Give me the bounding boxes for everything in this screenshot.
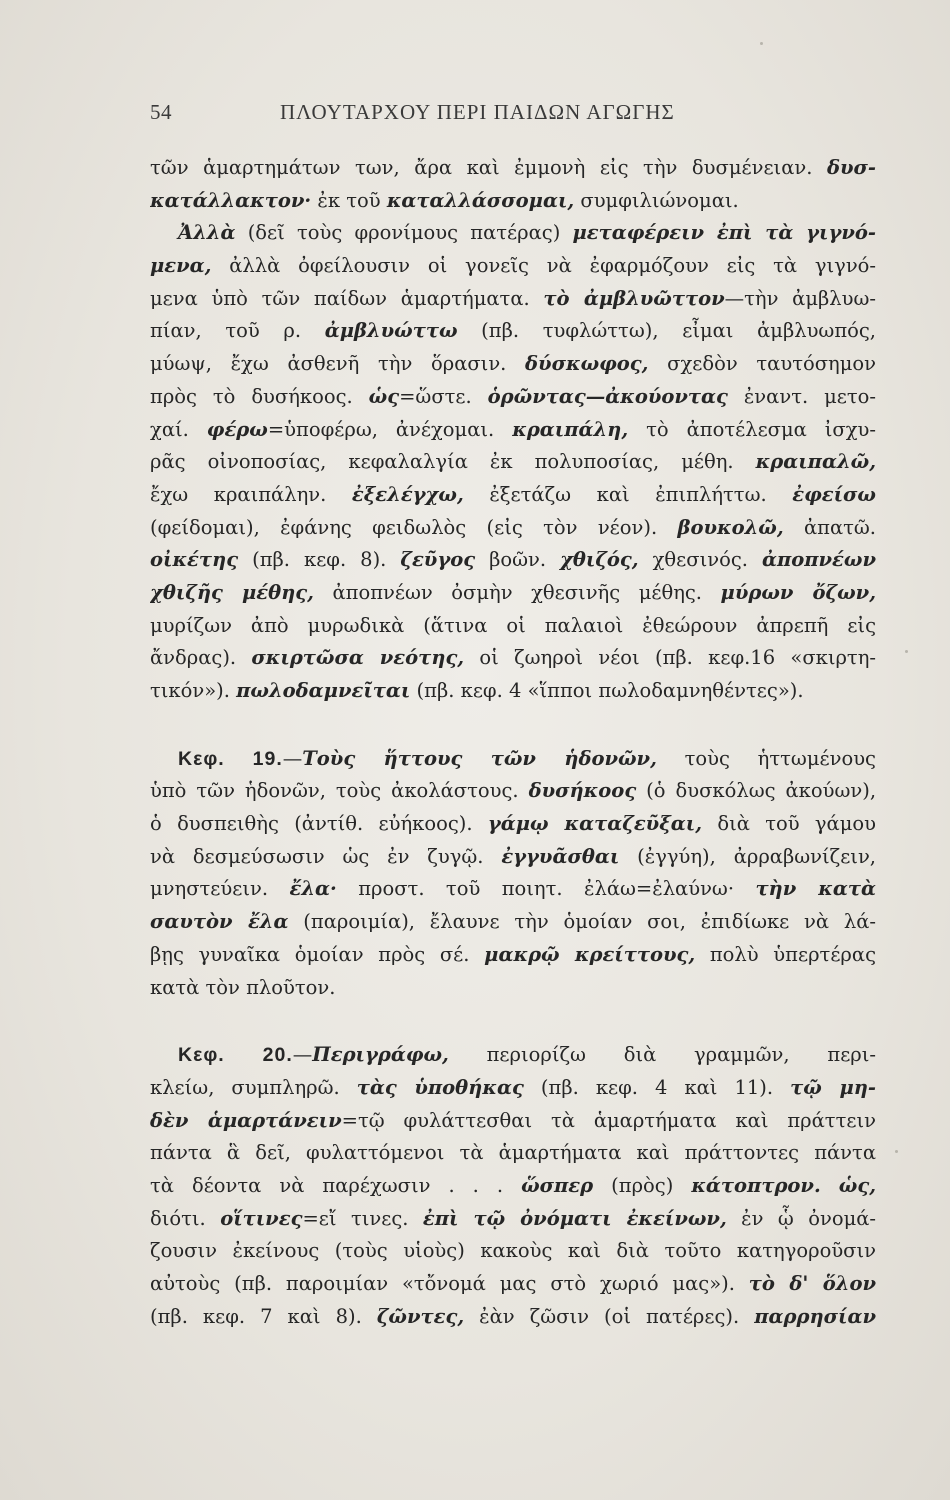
text-run: — — [292, 1043, 313, 1067]
paper-speck — [895, 1150, 898, 1153]
bold-term: Ἀλλὰ — [178, 221, 236, 245]
text-run: ζουσιν ἐκείνους (τοὺς υἱοὺς) κακοὺς καὶ διὰ τοῦτο κατηγοροῦσιν — [150, 1239, 876, 1263]
bold-term: καταλλάσσομαι, — [386, 188, 575, 212]
text-run: τὰ δέοντα νὰ παρέχωσιν . . . — [150, 1173, 522, 1197]
text-line — [150, 972, 876, 1005]
page-number: 54 — [150, 100, 172, 124]
running-title: ΠΛΟΥΤΑΡΧΟΥ ΠΕΡΙ ΠΑΙΔΩΝ ΑΓΩΓΗΣ — [280, 100, 675, 124]
text-run: μενα ὑπὸ τῶν παίδων ἁμαρτήματα. — [150, 286, 544, 310]
text-run: ἀποπνέων ὀσμὴν χθεσινῆς μέθης. — [313, 580, 721, 604]
bold-term: ὡς, — [838, 1173, 876, 1197]
text-run: =ὑποφέρω, ἀνέχομαι. — [267, 417, 513, 441]
text-line — [150, 315, 876, 348]
bold-term: Τοὺς ἥττους τῶν ἡδονῶν, — [302, 746, 657, 770]
text-run: ἐν ᾧ ὀνομά- — [726, 1206, 876, 1230]
text-run: (πβ. κεφ. 8). — [238, 548, 401, 572]
text-line — [150, 381, 876, 414]
page-body — [150, 152, 876, 1333]
text-run: πάντα ἃ δεῖ, φυλαττόμενοι τὰ ἁμαρτήματα καὶ πράττοντες πάντα — [150, 1141, 876, 1165]
bold-term: τὰς ὑποθήκας — [356, 1075, 524, 1099]
text-run: — — [282, 746, 303, 770]
bold-term: ζεῦγος — [400, 548, 476, 572]
text-line — [150, 1105, 876, 1138]
text-run: περιορίζω διὰ γραμμῶν, περι- — [448, 1043, 876, 1067]
text-run: κατὰ τὸν πλοῦτον. — [150, 975, 336, 999]
bold-term: ζῶντες, — [376, 1304, 465, 1328]
bold-term: ἔλα· — [289, 877, 337, 901]
text-line — [150, 775, 876, 808]
text-run: κλείω, συμπληρῶ. — [150, 1075, 357, 1099]
text-run: ἀλλὰ ὀφείλουσιν οἱ γονεῖς νὰ ἐφαρμόζουν εἰς τὰ γιγνό- — [211, 254, 876, 278]
text-run: (φείδομαι), ἐφάνης φειδωλὸς (εἰς τὸν νέον). — [150, 515, 678, 539]
bold-term: μεταφέρειν ἐπὶ τὰ γιγνό- — [572, 221, 876, 245]
text-line — [150, 642, 876, 675]
bold-term: Περιγράφω, — [312, 1043, 449, 1067]
text-line — [150, 873, 876, 906]
text-run: πίαν, τοῦ ρ. — [150, 319, 325, 343]
text-run: (πρὸς) — [593, 1173, 692, 1197]
text-line — [150, 1235, 876, 1268]
text-line — [150, 675, 876, 708]
bold-term: μύρων ὄζων, — [720, 580, 876, 604]
paragraph-gap — [150, 708, 876, 743]
text-line — [150, 250, 876, 283]
text-run: ἐξετάζω καὶ ἐπιπλήττω. — [463, 482, 793, 506]
bold-term: τὴν κατὰ — [755, 877, 876, 901]
text-line — [150, 1301, 876, 1334]
bold-term: ὥσπερ — [521, 1173, 594, 1197]
bold-term: κατάλλακτον· — [150, 188, 312, 212]
text-run: =ὥστε. — [399, 384, 488, 408]
text-line — [150, 1203, 876, 1236]
text-run: συμφιλιώνομαι. — [574, 188, 739, 212]
text-run: τὸ ἀποτέλεσμα ἰσχυ- — [628, 417, 876, 441]
text-run: =τῷ φυλάττεσθαι τὰ ἁμαρτήματα καὶ πράττειν — [341, 1108, 876, 1132]
text-line — [150, 479, 876, 512]
text-run: τικόν»). — [150, 679, 237, 702]
bold-term: χθιζῆς μέθης, — [150, 580, 314, 604]
text-run: σχεδὸν ταυτόσημον — [648, 352, 876, 376]
text-run: βῃς γυναῖκα ὁμοίαν πρὸς σέ. — [150, 942, 485, 966]
text-run: (πβ. τυφλώττω), εἶμαι ἀμβλυωπός, — [457, 319, 876, 343]
chapter-marker: Κεφ. 20. — [178, 1044, 293, 1067]
chapter-marker: Κεφ. 19. — [178, 747, 283, 770]
running-header — [150, 100, 880, 130]
bold-term: χθιζός, — [560, 548, 639, 572]
text-run: (πβ. κεφ. 7 καὶ 8). — [150, 1304, 377, 1328]
text-line — [150, 906, 876, 939]
bold-term: κραιπαλῶ, — [755, 450, 876, 474]
text-run: βοῶν. — [475, 548, 561, 572]
text-run: =εἴ τινες. — [302, 1206, 423, 1230]
text-line — [150, 283, 876, 316]
bold-term: οἰκέτης — [150, 548, 239, 572]
text-run: πρὸς τὸ δυσήκοος. — [150, 384, 369, 408]
bold-term: τὸ ἀμβλυῶττον — [543, 286, 725, 310]
text-run: (δεῖ τοὺς φρονίμους πατέρας) — [235, 221, 573, 245]
bold-term: γάμῳ καταζεῦξαι, — [487, 812, 702, 836]
text-run: μνηστεύειν. — [150, 877, 290, 901]
text-line — [150, 512, 876, 545]
text-run: ὁ δυσπειθὴς (ἀντίθ. εὐήκοος). — [150, 812, 488, 836]
bold-term: κραιπάλη, — [512, 417, 629, 441]
bold-term: κάτοπτρον. — [691, 1173, 821, 1197]
text-run: μύωψ, ἔχω ἀσθενῆ τὴν ὅρασιν. — [150, 352, 526, 376]
text-line — [150, 1170, 876, 1203]
bold-term: φέρω — [206, 417, 268, 441]
text-run: προστ. τοῦ ποιητ. ἐλάω=ἐλαύνω· — [336, 877, 756, 901]
text-run: ἐὰν ζῶσιν (οἱ πατέρες). — [464, 1304, 755, 1328]
text-line — [150, 577, 876, 610]
bold-term: μακρῷ κρείττους, — [484, 942, 696, 966]
text-run: οἱ ζωηροὶ νέοι (πβ. κεφ.16 «σκιρτη- — [464, 646, 876, 670]
text-run: νὰ δεσμεύσωσιν ὡς ἐν ζυγῷ. — [150, 844, 502, 868]
text-run: ἐναντ. μετο- — [727, 384, 876, 408]
text-run: αὐτοὺς (πβ. παροιμίαν «τὄνομά μας στὸ χωριό μας»). — [150, 1272, 749, 1295]
text-run: διότι. — [150, 1206, 221, 1230]
text-line — [150, 414, 876, 447]
bold-term: ὁρῶντας—ἀκούοντας — [487, 384, 728, 408]
text-run: (πβ. κεφ. 4 «ἵπποι πωλοδαμνηθέντες»). — [410, 679, 804, 702]
text-line — [150, 544, 876, 577]
bold-term: ἀμβλυώττω — [324, 319, 458, 343]
text-line — [150, 610, 876, 643]
paper-speck — [905, 650, 908, 653]
bold-term: δυσ- — [826, 156, 876, 179]
text-run: ὑπὸ τῶν ἡδονῶν, τοὺς ἀκολάστους. — [150, 779, 529, 803]
text-run: ρᾶς οἰνοποσίας, κεφαλαλγία ἐκ πολυποσίας, μέθη. — [150, 450, 756, 474]
bold-term: πωλοδαμνεῖται — [236, 679, 411, 702]
text-line — [150, 185, 876, 218]
paragraph-gap — [150, 1004, 876, 1039]
text-line — [150, 1268, 876, 1301]
text-run: τοὺς ἡττωμένους — [656, 746, 876, 770]
bold-term: τῷ μη- — [790, 1075, 876, 1099]
text-line — [150, 808, 876, 841]
text-run: ἀπατῶ. — [783, 515, 876, 539]
bold-term: τὸ δ' ὅλον — [748, 1272, 876, 1295]
bold-term: σαυτὸν ἔλα — [150, 910, 289, 934]
text-line — [150, 939, 876, 972]
text-run: χθεσινός. — [638, 548, 762, 572]
text-run: χαί. — [150, 417, 207, 441]
text-run: ἄνδρας). — [150, 646, 252, 670]
text-run: τῶν ἁμαρτημάτων των, ἄρα καὶ ἐμμονὴ εἰς τὴν δυσμένειαν. — [150, 156, 827, 179]
text-line — [150, 1137, 876, 1170]
text-line — [150, 348, 876, 381]
text-run — [821, 1174, 839, 1197]
text-line — [150, 152, 876, 185]
bold-term: παρρησίαν — [754, 1304, 876, 1328]
bold-term: βουκολῶ, — [677, 515, 784, 539]
bold-term: ἐξελέγχω, — [351, 482, 464, 506]
text-line — [150, 841, 876, 874]
text-run: πολὺ ὑπερτέρας — [695, 942, 876, 966]
text-line — [150, 446, 876, 479]
text-run: —τὴν ἀμβλυω- — [724, 286, 876, 310]
text-run: ἔχω κραιπάλην. — [150, 482, 352, 506]
bold-term: ὡς — [368, 384, 400, 408]
bold-term: σκιρτῶσα νεότης, — [251, 646, 465, 670]
bold-term: ἐγγυᾶσθαι — [501, 844, 620, 868]
text-line — [150, 1072, 876, 1105]
bold-term: ἐπὶ τῷ ὀνόματι ἐκείνων, — [422, 1206, 727, 1230]
text-line — [150, 743, 876, 776]
text-run: (παροιμία), ἔλαυνε τὴν ὁμοίαν σοι, ἐπιδίωκε νὰ λά- — [288, 910, 876, 934]
text-run: (ὁ δυσκόλως ἀκούων), — [636, 779, 876, 803]
text-run: ἐκ τοῦ — [311, 188, 387, 212]
bold-term: δὲν ἁμαρτάνειν — [150, 1108, 342, 1132]
bold-term: δυσήκοος — [528, 779, 637, 803]
text-run: (ἐγγύη), ἀρραβωνίζειν, — [619, 844, 876, 868]
paper-speck — [760, 42, 763, 45]
text-run: διὰ τοῦ γάμου — [702, 812, 876, 836]
bold-term: ἀποπνέων — [761, 548, 876, 572]
bold-term: μενα, — [150, 254, 212, 278]
text-run: (πβ. κεφ. 4 καὶ 11). — [523, 1075, 791, 1099]
text-line — [150, 217, 876, 250]
text-run: μυρίζων ἀπὸ μυρωδικὰ (ἅτινα οἱ παλαιοὶ ἐθεώρουν ἀπρεπῆ εἰς — [150, 613, 876, 637]
text-line — [150, 1039, 876, 1072]
bold-term: ἐφείσω — [792, 482, 876, 506]
bold-term: δύσκωφος, — [525, 352, 649, 376]
bold-term: οἵτινες — [220, 1206, 303, 1230]
